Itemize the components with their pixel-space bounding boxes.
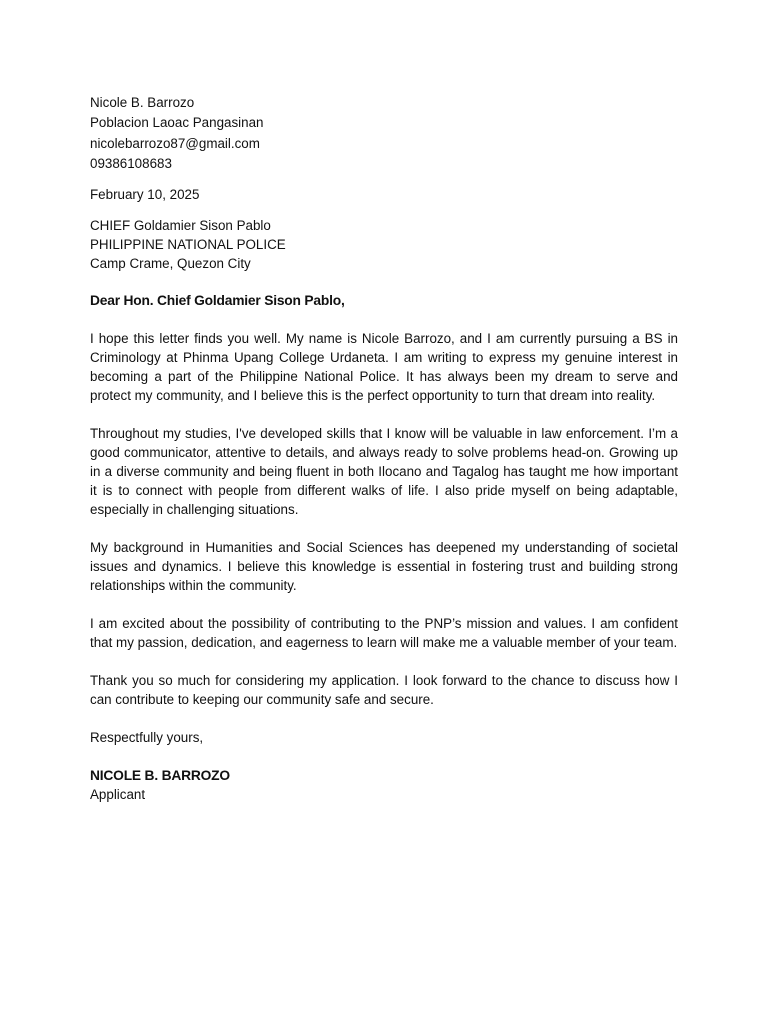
sender-address: Poblacion Laoac Pangasinan <box>90 115 264 131</box>
signature-name: NICOLE B. BARROZO <box>90 767 230 783</box>
body-paragraph-2: Throughout my studies, I've developed skills that I know will be valuable in law enforcement. I’m a good communicator, attentive to details, and always ready to solve problems head-on. Growing up in a diverse community and being fluent in both Ilocano and Tagalog has taught me how important it is to connect with people from different walks of life. I also pride myself on being adaptable, especially in challenging situations. <box>90 425 678 517</box>
sender-name: Nicole B. Barrozo <box>90 95 195 110</box>
salutation: Dear Hon. Chief Goldamier Sison Pablo, <box>90 292 345 308</box>
body-paragraph-5: Thank you so much for considering my application. I look forward to the chance to discuss how I can contribute to keeping our community safe and secure. <box>90 672 678 707</box>
recipient-block <box>90 216 678 273</box>
sender-block <box>90 93 678 175</box>
sender-email: nicolebarrozo87@gmail.com <box>90 135 260 151</box>
recipient-address: Camp Crame, Quezon City <box>90 255 251 271</box>
closing: Respectfully yours, <box>90 729 204 745</box>
signature-role: Applicant <box>90 786 146 802</box>
body-paragraph-1: I hope this letter finds you well. My name is Nicole Barrozo, and I am currently pursuing a BS in Criminology at Phinma Upang College Urdaneta. I am writing to express my genuine interest in becoming a part of the Philippine National Police. It has always been my dream to serve and protect my community, and I believe this is the perfect opportunity to turn that dream into reality. <box>90 330 678 403</box>
recipient-name: CHIEF Goldamier Sison Pablo <box>90 217 271 233</box>
letter-page <box>90 93 678 804</box>
letter-date: February 10, 2025 <box>90 186 200 202</box>
recipient-organization: PHILIPPINE NATIONAL POLICE <box>90 236 286 252</box>
body-paragraph-4: I am excited about the possibility of contributing to the PNP’s mission and values. I am confident that my passion, dedication, and eagerness to learn will make me a valuable member of your team. <box>90 615 678 650</box>
sender-phone: 09386108683 <box>90 156 172 172</box>
body-paragraph-3: My background in Humanities and Social Sciences has deepened my understanding of societal issues and dynamics. I believe this knowledge is essential in fostering trust and building strong relationships within the community. <box>90 539 678 593</box>
